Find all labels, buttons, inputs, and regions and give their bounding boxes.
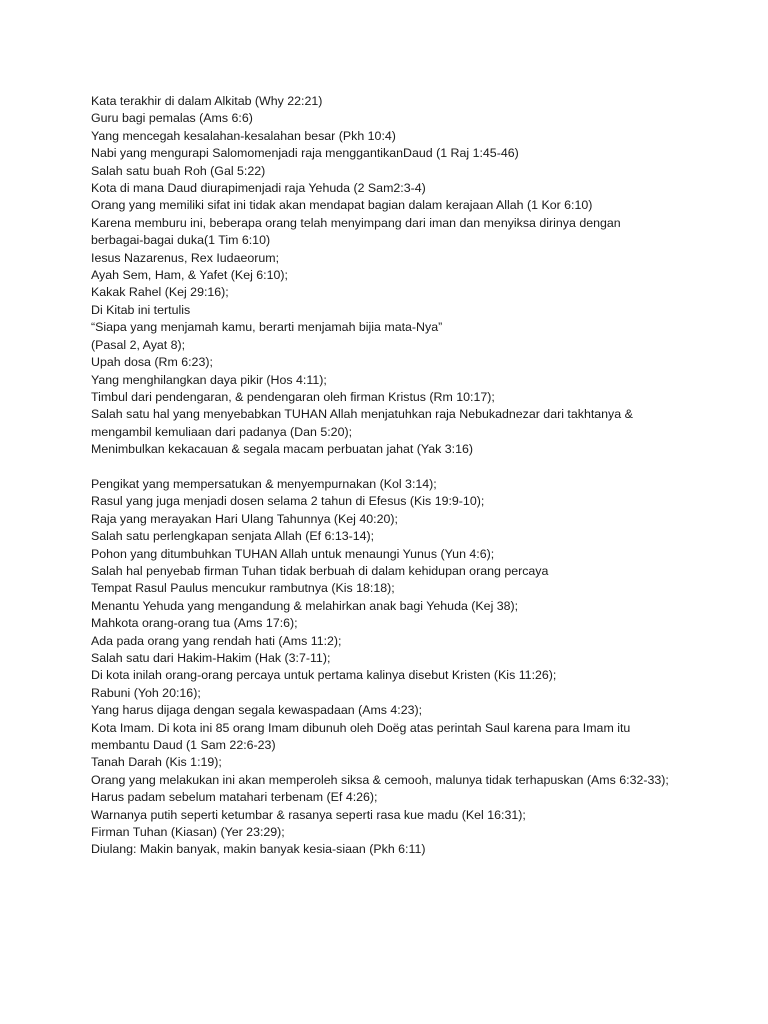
text-line: Kota Imam. Di kota ini 85 orang Imam dibunuh oleh Doëg atas perintah Saul karena para Imam itu: [91, 720, 631, 735]
text-line: Salah satu dari Hakim-Hakim (Hak (3:7-11);: [91, 650, 331, 665]
text-line: Iesus Nazarenus, Rex Iudaeorum;: [91, 250, 280, 265]
text-line: Upah dosa (Rm 6:23);: [91, 355, 213, 370]
text-line: Salah satu hal yang menyebabkan TUHAN Allah menjatuhkan raja Nebukadnezar dari takhtanya &: [91, 407, 633, 422]
text-line: mengambil kemuliaan dari padanya (Dan 5:20);: [91, 424, 353, 439]
text-line: Rabuni (Yoh 20:16);: [91, 685, 201, 700]
text-line: Kata terakhir di dalam Alkitab (Why 22:21): [91, 94, 323, 108]
text-line: Orang yang memiliki sifat ini tidak akan mendapat bagian dalam kerajaan Allah (1 Kor 6:10): [91, 198, 593, 213]
text-line: Warnanya putih seperti ketumbar & rasanya seperti rasa kue madu (Kel 16:31);: [91, 807, 526, 822]
text-line: Yang menghilangkan daya pikir (Hos 4:11);: [91, 372, 327, 387]
text-line: Karena memburu ini, beberapa orang telah menyimpang dari iman dan menyiksa dirinya dengan: [91, 215, 621, 230]
text-line: Salah satu perlengkapan senjata Allah (Ef 6:13-14);: [91, 529, 375, 544]
text-line: Salah hal penyebab firman Tuhan tidak berbuah di dalam kehidupan orang percaya: [91, 563, 549, 578]
text-line: Pohon yang ditumbuhkan TUHAN Allah untuk menaungi Yunus (Yun 4:6);: [91, 546, 495, 561]
text-line: Mahkota orang-orang tua (Ams 17:6);: [91, 616, 298, 631]
text-line: Ada pada orang yang rendah hati (Ams 11:2);: [91, 633, 342, 648]
blank-line: [91, 459, 731, 476]
text-line: Harus padam sebelum matahari terbenam (Ef 4:26);: [91, 790, 378, 805]
text-line: Di kota inilah orang-orang percaya untuk pertama kalinya disebut Kristen (Kis 11:26);: [91, 668, 557, 683]
text-line: Nabi yang mengurapi Salomomenjadi raja menggantikanDaud (1 Raj 1:45-46): [91, 146, 519, 161]
text-line: Rasul yang juga menjadi dosen selama 2 tahun di Efesus (Kis 19:9-10);: [91, 494, 485, 509]
text-line: Menimbulkan kekacauan & segala macam perbuatan jahat (Yak 3:16): [91, 442, 474, 457]
text-line: Yang harus dijaga dengan segala kewaspadaan (Ams 4:23);: [91, 703, 423, 718]
text-line: Guru bagi pemalas (Ams 6:6): [91, 111, 253, 126]
text-line: (Pasal 2, Ayat 8);: [91, 337, 186, 352]
text-line: Di Kitab ini tertulis: [91, 302, 191, 317]
document-body: [91, 93, 731, 859]
text-line: Firman Tuhan (Kiasan) (Yer 23:29);: [91, 825, 285, 840]
text-line: Salah satu buah Roh (Gal 5:22): [91, 163, 266, 178]
text-line: Ayah Sem, Ham, & Yafet (Kej 6:10);: [91, 268, 288, 283]
text-line: Tempat Rasul Paulus mencukur rambutnya (Kis 18:18);: [91, 581, 395, 596]
text-line: Menantu Yehuda yang mengandung & melahirkan anak bagi Yehuda (Kej 38);: [91, 598, 519, 613]
text-line: Raja yang merayakan Hari Ulang Tahunnya (Kej 40:20);: [91, 511, 398, 526]
text-line: Yang mencegah kesalahan-kesalahan besar (Pkh 10:4): [91, 128, 396, 143]
text-line: Diulang: Makin banyak, makin banyak kesia-siaan (Pkh 6:11): [91, 842, 426, 857]
text-line: “Siapa yang menjamah kamu, berarti menjamah bijia mata-Nya”: [91, 320, 443, 335]
text-line: membantu Daud (1 Sam 22:6-23): [91, 738, 276, 753]
text-line: Kakak Rahel (Kej 29:16);: [91, 285, 229, 300]
text-line: berbagai-bagai duka(1 Tim 6:10): [91, 233, 271, 248]
text-line: Tanah Darah (Kis 1:19);: [91, 755, 222, 770]
text-line: Pengikat yang mempersatukan & menyempurnakan (Kol 3:14);: [91, 476, 437, 491]
text-line: Timbul dari pendengaran, & pendengaran oleh firman Kristus (Rm 10:17);: [91, 389, 495, 404]
text-line: Kota di mana Daud diurapimenjadi raja Yehuda (2 Sam2:3-4): [91, 181, 426, 196]
text-line: Orang yang melakukan ini akan memperoleh siksa & cemooh, malunya tidak terhapuskan (Ams 6:32-33);: [91, 772, 669, 787]
